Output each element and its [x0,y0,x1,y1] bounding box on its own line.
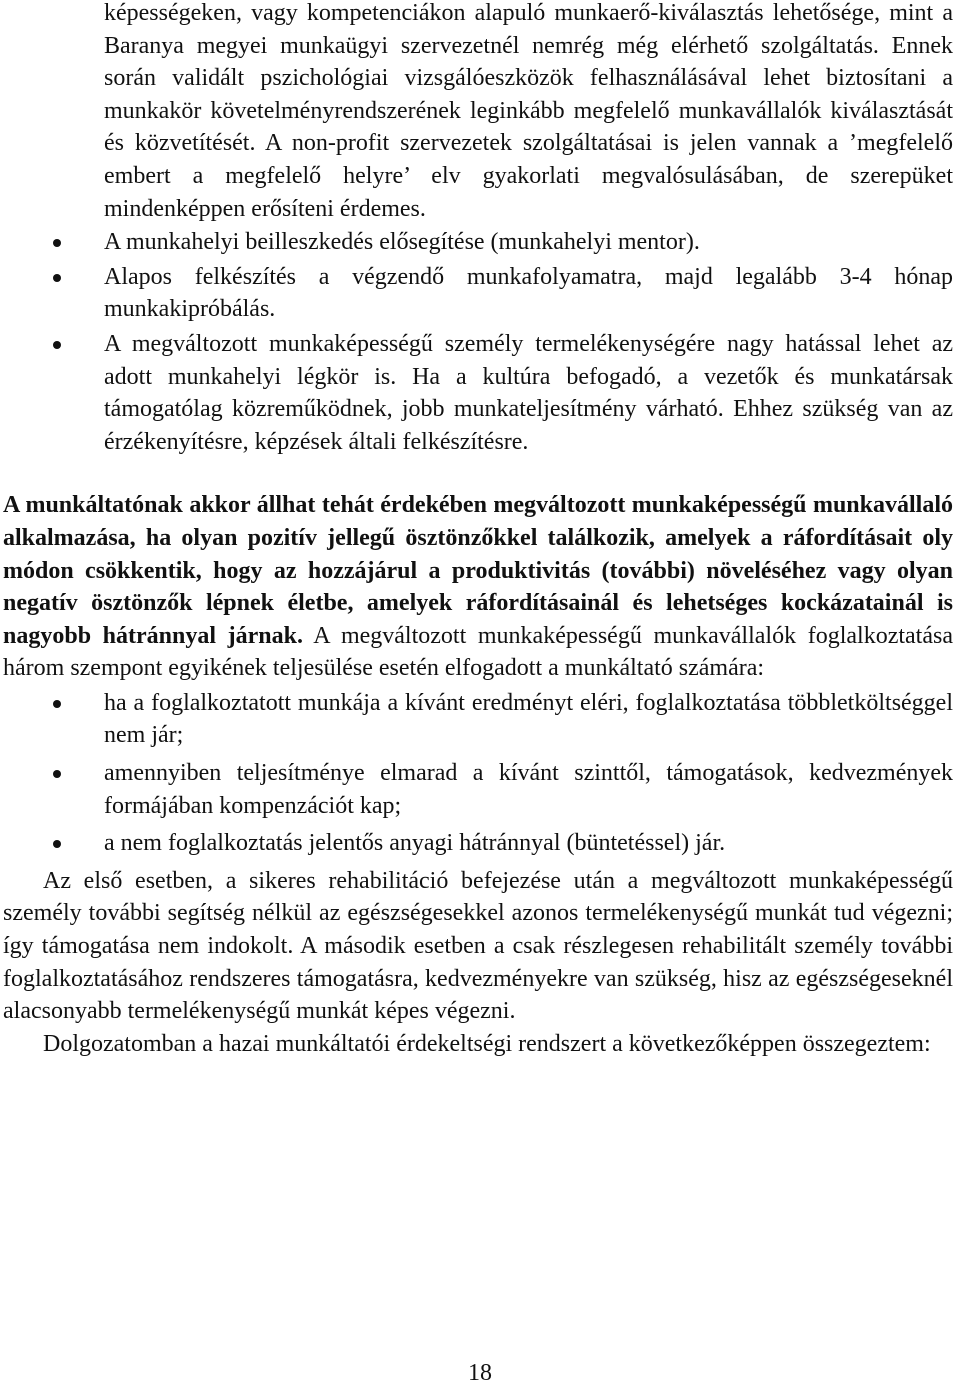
list-item-text: Alapos felkészítés a végzendő munkafolyamatra, majd legalább 3-4 hónap munkakipróbálás. [104,263,953,323]
list-item-text: a nem foglalkoztatás jelentős anyagi hátránnyal (büntetéssel) jár. [104,830,726,857]
bold-text: A munkáltatónak akkor állhat tehát érdekében megváltozott munkaképességű munkavállaló alkalmazása, ha olyan pozitív jellegű ösztönzőkkel találkozik, amelyek a ráfordításait oly módon csökkentik, hogy az hozzájárul a produktivitás (további) növeléséhez vagy olyan negatív ösztönzők lépnek életbe, amelyek ráfordításainál és lehetséges kockázatainál is nagyobb hátránnyal járnak. [3,492,953,649]
bullet-list-2 [3,687,953,860]
list-item-text: amennyiben teljesítménye elmarad a kívánt szinttől, támogatások, kedvezmények formájában kompenzációt kap; [104,760,953,819]
bullet-icon [53,274,61,282]
list-item [3,827,953,860]
bullet-icon [53,341,61,349]
regular-text: A megváltozott munkaképességű munkavállalók foglalkoztatása három szempont egyikének teljesülése esetén elfogadott a munkáltató számára: [3,622,953,682]
list-item-text: A munkahelyi beilleszkedés elősegítése (munkahelyi mentor). [104,229,700,256]
bullet-icon [53,700,61,708]
list-item-text: A megváltozott munkaképességű személy termelékenységére nagy hatással lehet az adott munkahelyi légkör is. Ha a kultúra befogadó, a vezetők és munkatársak támogatólag közreműködnek, jobb munkateljesítmény várható. Ehhez szükség van az érzékenyítésre, képzések általi felkészítésre. [104,330,953,455]
list-item-text: ha a foglalkoztatott munkája a kívánt eredményt eléri, foglalkoztatása többletköltséggel nem jár; [104,689,953,749]
bullet-icon [53,840,61,848]
page-number: 18 [468,1360,492,1385]
list-item [3,261,953,326]
list-item [3,226,953,259]
list-item [3,757,953,822]
bullet-icon [53,239,61,247]
bullet-list-1 [3,0,953,458]
list-item [3,0,953,225]
paragraph-rehabilitation: Az első esetben, a sikeres rehabilitáció befejezése után a megváltozott munkaképességű személy további segítség nélkül az egészségesekkel azonos termelékenységű munkát tud végezni; így támogatása nem indokolt. A második esetben a csak részlegesen rehabilitált személy további foglalkoztatásához rendszeres támogatásra, kedvezményekre van szükség, hisz az egészségeseknél alacsonyabb termelékenységű munkát képes végezni. [3,867,953,1025]
list-item [3,328,953,458]
bullet-icon [53,770,61,778]
list-item [3,687,953,752]
paragraph-summary: Dolgozatomban a hazai munkáltatói érdekeltségi rendszert a következőképpen összegeztem: [43,1030,931,1057]
list-item-text: képességeken, vagy kompetenciákon alapuló munkaerő-kiválasztás lehetősége, mint a Baranya megyei munkaügyi szervezetnél nemrég még elérhető szolgáltatás. Ennek során validált pszichológiai vizsgálóeszközök felhasználásával lehet biztosítani a munkakör követelményrendszerének leginkább megfelelő munkavállalók kiválasztását és közvetítését. A non-profit szervezetek szolgáltatásai is jelen vannak a ’megfelelő embert a megfelelő helyre’ elv gyakorlati megvalósulásában, de szerepüket mindenképpen erősíteni érdemes. [104,0,953,222]
page-content [3,0,953,1060]
bold-paragraph [3,489,953,685]
